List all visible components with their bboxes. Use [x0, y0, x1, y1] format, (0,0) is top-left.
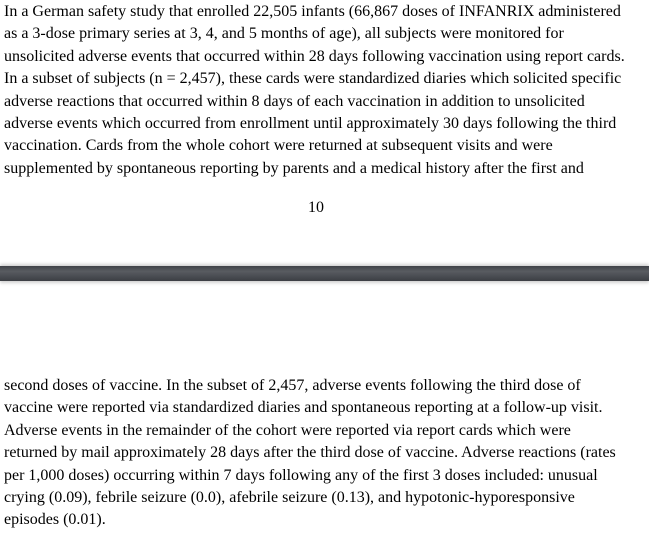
page-break-divider: [0, 266, 649, 281]
text-line: In a subset of subjects (n = 2,457), these cards were standardized diaries which solicited specific: [4, 70, 622, 88]
text-line: adverse events which occurred from enrollment until approximately 30 days following the third: [4, 115, 617, 133]
text-line: per 1,000 doses) occurring within 7 days following any of the first 3 doses included: unusual: [4, 466, 598, 484]
text-line: unsolicited adverse events that occurred within 28 days following vaccination using report cards.: [4, 47, 625, 65]
text-line: second doses of vaccine. In the subset of 2,457, adverse events following the third dose of: [4, 377, 581, 394]
text-line: vaccination. Cards from the whole cohort were returned at subsequent visits and were: [4, 137, 553, 155]
text-line: crying (0.09), febrile seizure (0.0), afebrile seizure (0.13), and hypotonic-hyporesponsive: [4, 489, 575, 507]
text-line: as a 3-dose primary series at 3, 4, and 5 months of age), all subjects were monitored for: [4, 25, 564, 43]
text-line: supplemented by spontaneous reporting by parents and a medical history after the first and: [4, 159, 584, 177]
text-line: vaccine were reported via standardized diaries and spontaneous reporting at a follow-up visit.: [4, 399, 603, 417]
text-line: Adverse events in the remainder of the cohort were reported via report cards which were: [4, 421, 571, 439]
page-number: 10: [308, 199, 324, 216]
text-line: returned by mail approximately 28 days after the third dose of vaccine. Adverse reactions (rates: [4, 444, 616, 462]
text-line: In a German safety study that enrolled 22,505 infants (66,867 doses of INFANRIX administered: [4, 3, 621, 20]
lower-page-paragraph: [4, 375, 649, 532]
text-line: episodes (0.01).: [4, 511, 106, 529]
text-line: adverse reactions that occurred within 8 days of each vaccination in addition to unsolicited: [4, 92, 585, 110]
upper-page-paragraph: [4, 1, 649, 180]
